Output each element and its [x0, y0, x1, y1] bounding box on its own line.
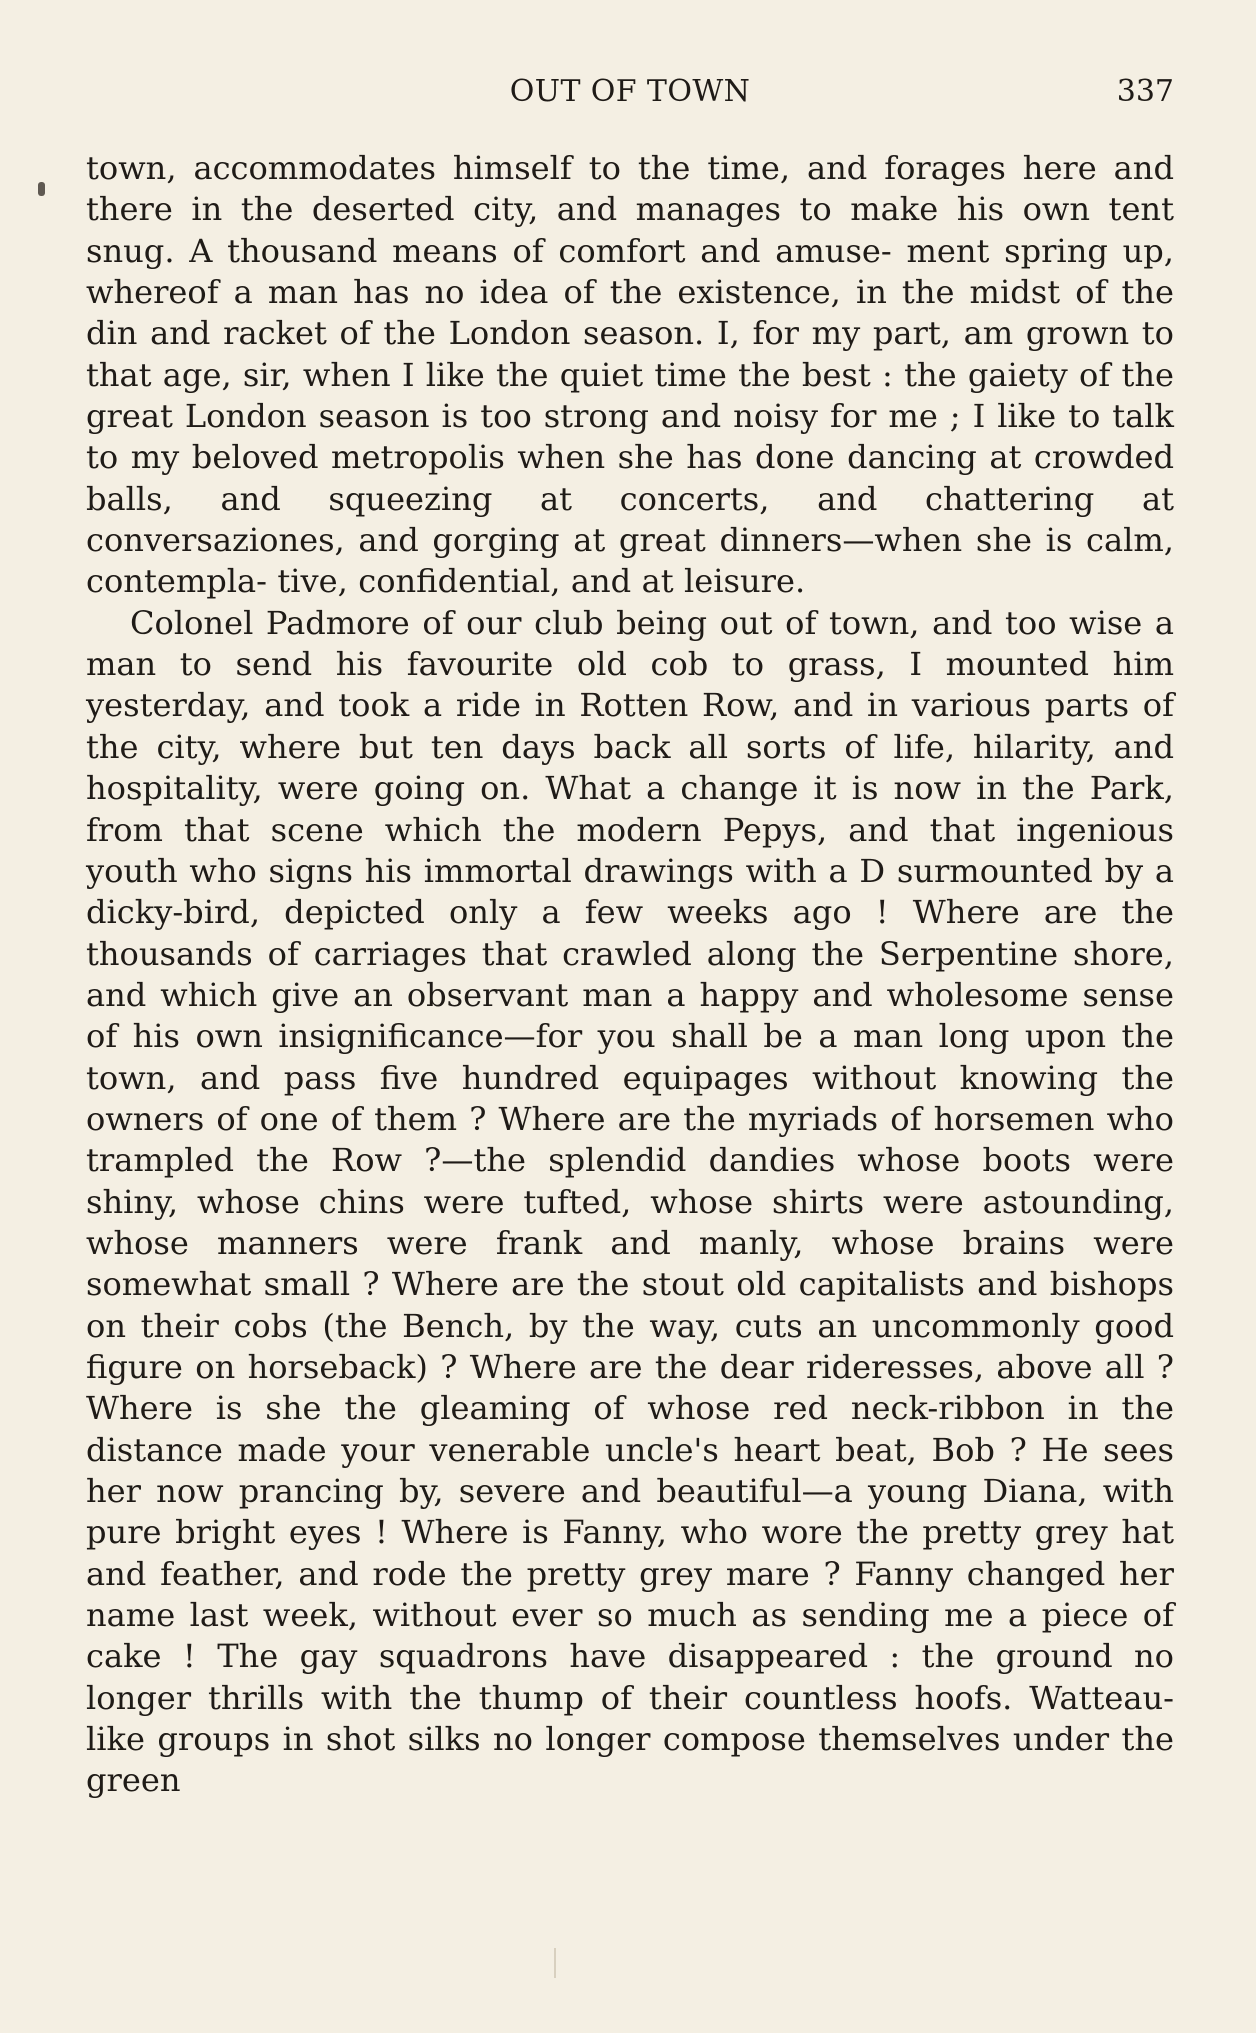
paragraph-1: town, accommodates himself to the time, and forages here and there in the deserted city, and manages to make his own tent snug. A thousand means of comfort and amuse- ment spring up, whereof a man has no idea of the existence, in the midst of the din and racket of the London season. I, for my part, am grown to that age, sir, when I like the quiet time the best : the gaiety of the great London season is too strong and noisy for me ; I like to talk to my beloved metropolis when she has done dancing at crowded balls, and squeezing at concerts, and chattering at conversaziones, and gorging at great dinners—when she is calm, contempla- tive, confidential, and at leisure.: [86, 149, 1174, 601]
bottom-mark: [554, 1948, 556, 1978]
running-title: OUT OF TOWN: [509, 74, 751, 109]
margin-mark: [38, 182, 45, 196]
body-text: [86, 148, 1174, 1802]
page-number: 337: [1116, 74, 1174, 109]
paragraph-2: Colonel Padmore of our club being out of town, and too wise a man to send his favourite old cob to grass, I mounted him yesterday, and took a ride in Rotten Row, and in various parts of the city, where but ten days back all sorts of life, hilarity, and hospitality, were going on. What a change it is now in the Park, from that scene which the modern Pepys, and that ingenious youth who signs his immortal drawings with a D surmounted by a dicky-bird, depicted only a few weeks ago ! Where are the thousands of carriages that crawled along the Serpentine shore, and which give an observant man a happy and wholesome sense of his own insignificance—for you shall be a man long upon the town, and pass five hundred equipages without knowing the owners of one of them ? Where are the myriads of horsemen who trampled the Row ?—the splendid dandies whose boots were shiny, whose chins were tufted, whose shirts were astounding, whose manners were frank and manly, whose brains were somewhat small ? Where are the stout old capitalists and bishops on their cobs (the Bench, by the way, cuts an uncommonly good figure on horseback) ? Where are the dear rideresses, above all ? Where is she the gleaming of whose red neck-ribbon in the distance made your venerable uncle's heart beat, Bob ? He sees her now prancing by, severe and beautiful—a young Diana, with pure bright eyes ! Where is Fanny, who wore the pretty grey hat and feather, and rode the pretty grey mare ? Fanny changed her name last week, without ever so much as sending me a piece of cake ! The gay squadrons have disappeared : the ground no longer thrills with the thump of their countless hoofs. Watteau-like groups in shot silks no longer compose themselves under the green: [86, 603, 1174, 1800]
page-header: [86, 68, 1174, 116]
